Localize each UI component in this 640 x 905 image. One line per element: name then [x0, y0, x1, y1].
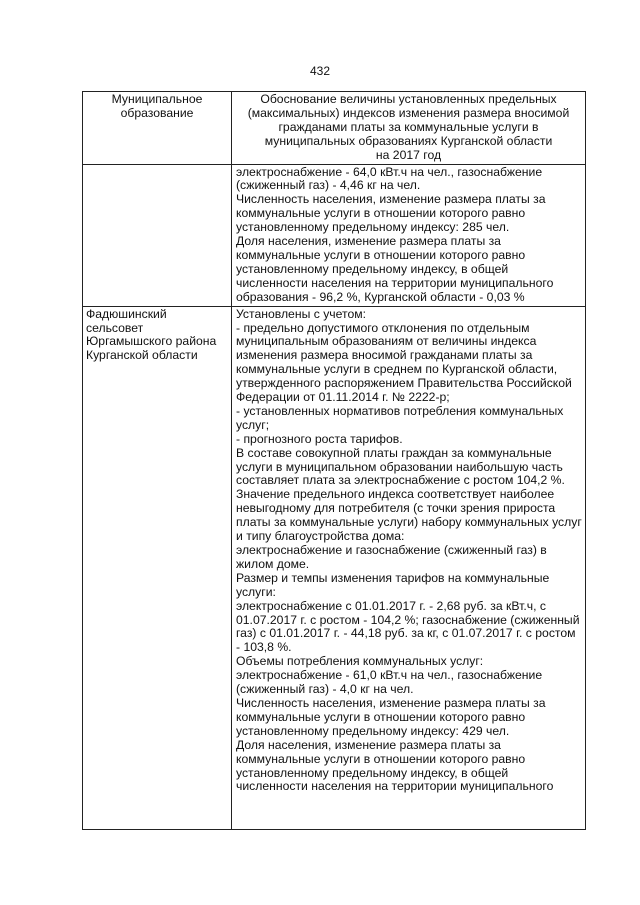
- text-line: услуги:: [236, 584, 276, 599]
- text-line: установленному предельному индексу: 285 чел.: [236, 220, 510, 235]
- text-line: образования - 96,2 %, Курганской области - 0,03 %: [236, 289, 525, 304]
- text-line: услуг;: [236, 417, 270, 432]
- text-line: Доля населения, изменение размера платы за: [236, 737, 501, 752]
- text-line: Установлены с учетом:: [236, 306, 366, 321]
- text-line: электроснабжение с 01.01.2017 г. - 2,68 руб. за кВт.ч, с: [236, 598, 546, 613]
- text-line: коммунальные услуги в отношении которого равно: [236, 206, 526, 221]
- text-line: жилом доме.: [236, 556, 310, 571]
- text-line: - установленных нормативов потребления коммунальных: [236, 403, 564, 418]
- text-line: составляет плата за электроснабжение с ростом 104,2 %.: [236, 473, 565, 488]
- text-line: Курганской области: [86, 348, 198, 363]
- page-number: 432: [309, 64, 331, 78]
- header-justification: [232, 92, 586, 165]
- text-line: муниципальным образованиям от величины индекса: [236, 334, 537, 349]
- text-line: - предельно допустимого отклонения по отдельным: [236, 320, 530, 335]
- text-line: Объемы потребления коммунальных услуг:: [236, 654, 484, 669]
- header-line: (максимальных) индексов изменения размера вносимой: [247, 105, 570, 120]
- text-line: сельсовет: [86, 320, 144, 335]
- text-line: (сжиженный газ) - 4,0 кг на чел.: [236, 682, 414, 697]
- text-line: платы за коммунальные услуги) набору коммунальных услуг: [236, 515, 582, 530]
- text-line: невыгодному для потребителя (с точки зрения прироста: [236, 501, 556, 516]
- text-line: коммунальные услуги в отношении которого равно: [236, 247, 526, 262]
- table-row: [83, 164, 586, 306]
- text-line: электроснабжение и газоснабжение (сжиженный газ) в: [236, 543, 547, 557]
- text-line: Численность населения, изменение размера платы за: [236, 695, 546, 710]
- text-line: 01.07.2017 г. с ростом - 104,2 %; газоснабжение (сжиженный: [236, 612, 580, 627]
- header-line: на 2017 год: [375, 147, 442, 162]
- header-line: муниципальных образованиях Курганской области: [264, 133, 553, 148]
- text-line: - прогнозного роста тарифов.: [236, 431, 403, 446]
- text-line: Численность населения, изменение размера платы за: [236, 192, 546, 207]
- text-line: и типу благоустройства дома:: [236, 529, 405, 544]
- text-line: электроснабжение - 61,0 кВт.ч на чел., газоснабжение: [236, 668, 543, 683]
- text-line: газ) с 01.01.2017 г. - 44,18 руб. за кг, с 01.07.2017 г. с ростом: [236, 626, 576, 641]
- table-row: [83, 306, 586, 829]
- table-header-row: [83, 92, 586, 165]
- text-line: Доля населения, изменение размера платы за: [236, 234, 501, 249]
- text-line: установленному предельному индексу: 429 чел.: [236, 723, 510, 738]
- text-line: Фадюшинский: [86, 306, 167, 321]
- text-line: установленному предельному индексу, в общей: [236, 765, 509, 780]
- text-line: численности населения на территории муниципального: [236, 779, 554, 794]
- text-line: коммунальные услуги в отношении которого равно: [236, 751, 526, 766]
- text-line: утвержденного распоряжением Правительства Российской: [236, 376, 572, 391]
- text-line: установленному предельному индексу, в общей: [236, 261, 509, 276]
- text-line: коммунальные услуги в отношении которого равно: [236, 709, 526, 724]
- text-line: услуги в муниципальном образовании наибольшую часть: [236, 459, 563, 474]
- header-line: образование: [120, 105, 194, 120]
- text-line: численности населения на территории муниципального: [236, 275, 554, 290]
- indices-table: [82, 91, 586, 830]
- municipality-cell: [83, 306, 232, 829]
- text-line: Размер и темпы изменения тарифов на коммунальные: [236, 570, 550, 585]
- header-line: гражданами платы за коммунальные услуги в: [278, 119, 539, 134]
- text-line: изменения размера вносимой гражданами платы за: [236, 348, 533, 363]
- header-line: Муниципальное: [111, 92, 203, 106]
- text-line: Федерации от 01.11.2014 г. № 2222-р;: [236, 390, 450, 405]
- text-line: Юргамышского района: [86, 334, 217, 349]
- justification-cell: [232, 164, 586, 306]
- justification-cell: [232, 306, 586, 829]
- text-line: В составе совокупной платы граждан за коммунальные: [236, 445, 552, 460]
- municipality-cell: [83, 164, 232, 306]
- header-municipality: [83, 92, 232, 165]
- text-line: Значение предельного индекса соответствует наиболее: [236, 487, 555, 502]
- text-line: - 103,8 %.: [236, 640, 292, 655]
- text-line: коммунальные услуги в среднем по Курганской области,: [236, 362, 558, 377]
- text-line: электроснабжение - 64,0 кВт.ч на чел., газоснабжение: [236, 164, 543, 179]
- header-line: Обоснование величины установленных предельных: [260, 92, 557, 106]
- text-line: (сжиженный газ) - 4,46 кг на чел.: [236, 178, 421, 193]
